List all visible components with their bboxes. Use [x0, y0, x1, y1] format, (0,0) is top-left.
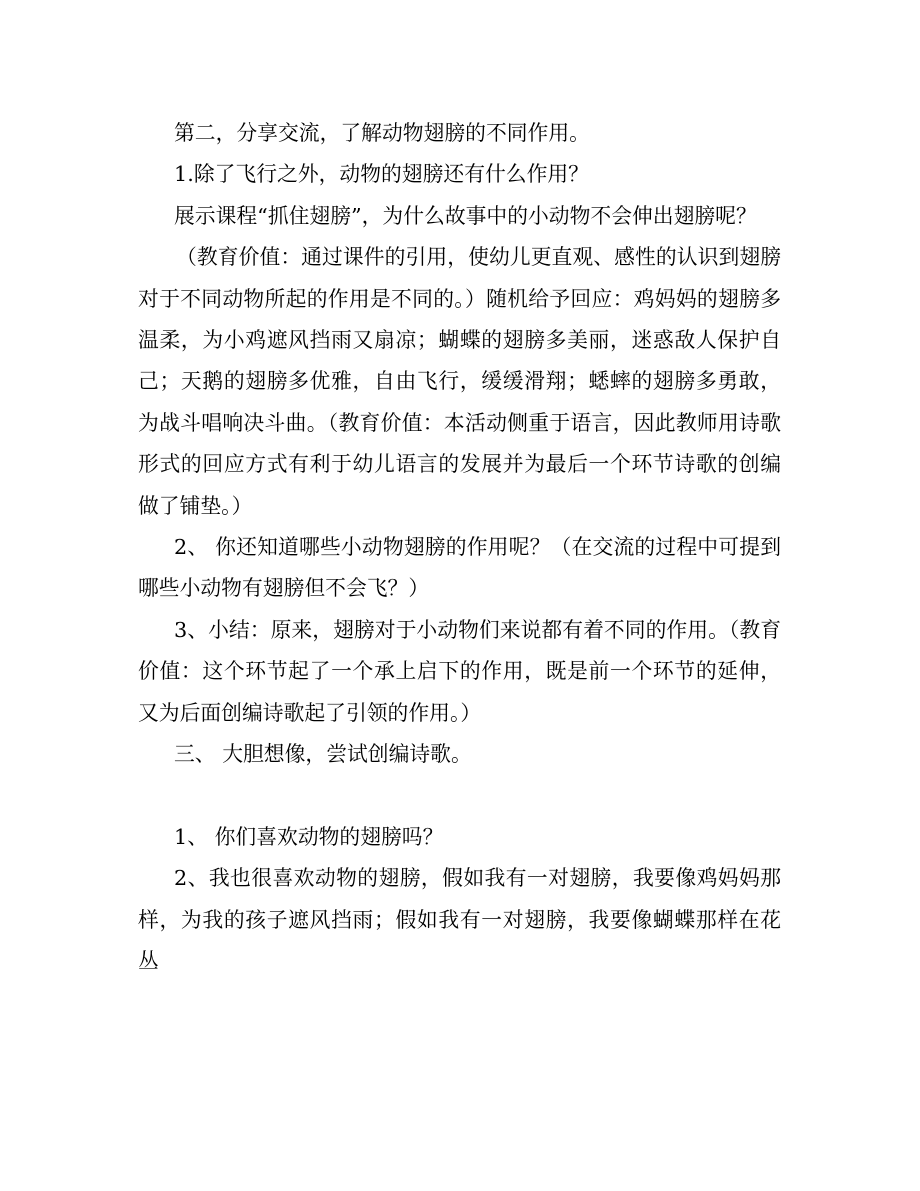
paragraph-education-value: （教育价值：通过课件的引用，使幼儿更直观、感性的认识到翅膀对于不同动物所起的作用是不同的。）随机给予回应：鸡妈妈的翅膀多温柔，为小鸡遮风挡雨又扇凉；蝴蝶的翅膀多美丽，迷惑敌人保护自己；天鹅的翅膀多优雅，自由飞行，缓缓滑翔；蟋蟀的翅膀多勇敢，为战斗唱响决斗曲。（教育价值：本活动侧重于语言，因此教师用诗歌形式的回应方式有利于幼儿语言的发展并为最后一个环节诗歌的创编做了铺垫。） [138, 245, 781, 518]
paragraph-item-2: 2、我也很喜欢动物的翅膀，假如我有一对翅膀，我要像鸡妈妈那样，为我的孩子遮风挡雨；假如我有一对翅膀，我要像蝴蝶那样在花丛 [138, 866, 781, 974]
paragraph-question-2: 2、 你还知道哪些小动物翅膀的作用呢？（在交流的过程中可提到哪些小动物有翅膀但不会飞？） [138, 535, 781, 601]
paragraph-summary-3: 3、小结：原来，翅膀对于小动物们来说都有着不同的作用。（教育价值：这个环节起了一个承上启下的作用，既是前一个环节的延伸，又为后面创编诗歌起了引领的作用。） [138, 617, 781, 725]
paragraph-section-two-heading: 第二，分享交流，了解动物翅膀的不同作用。 [174, 121, 590, 145]
paragraph-section-three-heading: 三、 大胆想像，尝试创编诗歌。 [174, 742, 472, 767]
paragraph-question-1: 1.除了飞行之外，动物的翅膀还有什么作用？ [174, 162, 589, 187]
document-body [138, 113, 781, 983]
paragraph-item-1: 1、 你们喜欢动物的翅膀吗？ [174, 824, 444, 849]
paragraph-courseware: 展示课程“抓住翅膀”，为什么故事中的小动物不会伸出翅膀呢？ [174, 203, 757, 228]
